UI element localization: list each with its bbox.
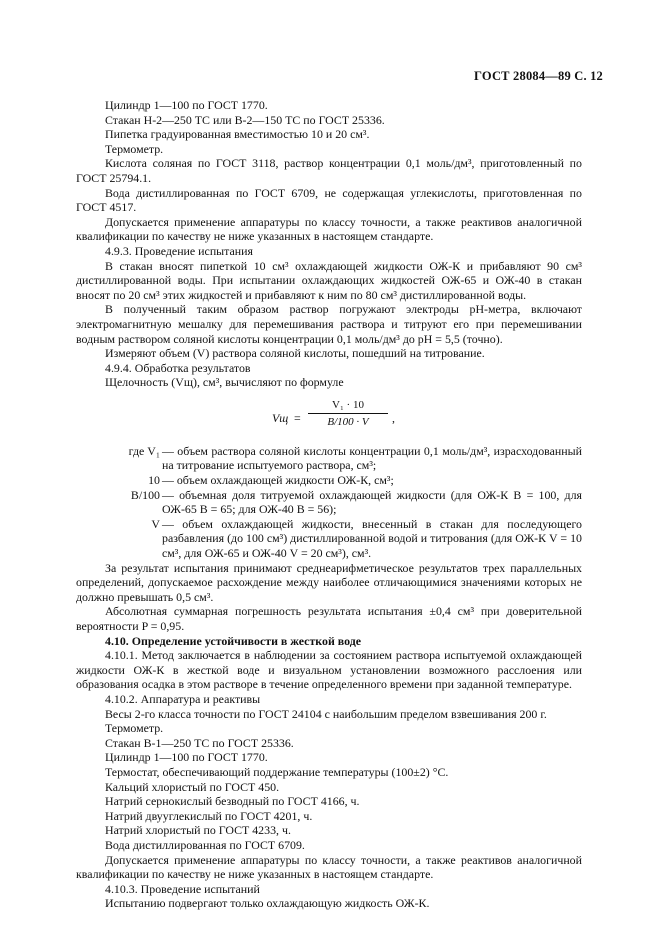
paragraph: Вода дистиллированная по ГОСТ 6709. [105, 837, 305, 852]
paragraphs-b [76, 561, 582, 634]
subsection-title: 4.9.4. Обработка результатов [105, 360, 251, 375]
subsection-title: 4.9.3. Проведение испытания [105, 243, 253, 258]
legend-row [76, 473, 582, 488]
subsection-title: 4.10.2. Аппаратура и реактивы [105, 691, 261, 706]
legend-text: — объемная доля титруемой охлаждающей жидкости (для ОЖ-К B = 100, для ОЖ-65 B = 65; для ОЖ-40 B = 56); [162, 487, 582, 517]
paragraph: Допускается применение аппаратуры по классу точности, а также реактивов аналогичной квалификации по качеству не ниже указанных в настоящем стандарте. [76, 852, 582, 882]
paragraph: Пипетка градуированная вместимостью 10 и 20 см³. [105, 127, 370, 142]
legend-key: B/100 [130, 487, 160, 502]
paragraph: Термометр. [105, 721, 164, 736]
paragraph: Цилиндр 1—100 по ГОСТ 1770. [105, 750, 268, 765]
formula-fraction [308, 398, 388, 430]
paragraph: Допускается применение аппаратуры по классу точности, а также реактивов аналогичной квалификации по качеству не ниже указанных в настоящем стандарте. [76, 214, 582, 244]
paragraph: Цилиндр 1—100 по ГОСТ 1770. [105, 98, 268, 112]
legend-row [76, 517, 582, 561]
section-heading: 4.10. Определение устойчивости в жесткой воде [105, 633, 362, 648]
page-body [76, 98, 582, 911]
paragraph: Натрий хлористый по ГОСТ 4233, ч. [105, 823, 291, 838]
paragraphs-c [76, 648, 582, 911]
paragraph: Щелочность (Vщ), см³, вычисляют по формуле [105, 375, 344, 390]
legend-key: где V₁ [128, 443, 160, 458]
paragraph: За результат испытания принимают среднеарифметическое результатов трех параллельных определений, допускаемое расхождение между наиболее отличающимися значениями которых не должно превышать 0,5 см³. [76, 560, 582, 604]
paragraph: Натрий двууглекислый по ГОСТ 4201, ч. [105, 808, 313, 823]
legend-text: — объем раствора соляной кислоты концентрации 0,1 моль/дм³, израсходованный на титрование испытуемого раствора, см³; [162, 443, 582, 473]
paragraph: Весы 2-го класса точности по ГОСТ 24104 с наибольшим пределом взвешивания 200 г. [105, 706, 547, 721]
paragraph: Измеряют объем (V) раствора соляной кислоты, пошедший на титрование. [105, 346, 485, 361]
legend-key: V [151, 516, 160, 531]
paragraph: Абсолютная суммарная погрешность результата испытания ±0,4 см³ при доверительной вероятности P = 0,95. [76, 604, 582, 633]
legend-key: 10 [148, 473, 160, 488]
legend-text: — объем охлаждающей жидкости, внесенный в стакан для последующего разбавления (до 100 см³) дистиллированной водой и титрования (для ОЖ-К V = 10 см³, для ОЖ-65 и ОЖ-40 V = 20 см³), см³. [162, 516, 582, 561]
paragraphs-a [76, 98, 582, 390]
paragraph: Термостат, обеспечивающий поддержание температуры (100±2) °С. [105, 764, 449, 779]
paragraph: Стакан Н-2—250 ТС или В-2—150 ТС по ГОСТ 25336. [105, 112, 385, 127]
paragraph: Испытанию подвергают только охлаждающую жидкость ОЖ-К. [105, 896, 430, 911]
formula-lhs: Vщ [272, 410, 289, 425]
formula-numerator: V₁ · 10 [308, 398, 388, 415]
paragraph: В полученный таким образом раствор погружают электроды pH-метра, включают электромагнитную мешалку для перемешивания раствора и титруют его при перемешивании водным раствором соляной кислоты концентрации 0,1 моль/дм³ до pH = 5,5 (точно). [76, 302, 582, 346]
page-header: ГОСТ 28084—89 С. 12 [474, 69, 603, 83]
paragraph: Кислота соляная по ГОСТ 3118, раствор концентрации 0,1 моль/дм³, приготовленный по ГОСТ 25794.1. [76, 156, 582, 185]
legend-row [76, 444, 582, 473]
subsection-title: 4.10.3. Проведение испытаний [105, 881, 260, 896]
formula-legend [76, 444, 582, 561]
legend-row [76, 488, 582, 517]
paragraph: Натрий сернокислый безводный по ГОСТ 4166, ч. [105, 794, 360, 809]
paragraph: Кальций хлористый по ГОСТ 450. [105, 779, 280, 794]
formula-denominator: B/100 · V [327, 416, 369, 429]
legend-text: — объем охлаждающей жидкости ОЖ-К, см³; [162, 473, 394, 488]
paragraph: 4.10.1. Метод заключается в наблюдении за состоянием раствора испытуемой охлаждающей жидкости ОЖ-К в жесткой воде и визуальном установлении возможного расслоения или образования осадка в этом растворе в течение определенного времени при заданной температуре. [76, 648, 582, 692]
formula-comma: , [392, 410, 395, 425]
formula-equals: = [294, 410, 301, 425]
paragraph: В стакан вносят пипеткой 10 см³ охлаждающей жидкости ОЖ-К и прибавляют 90 см³ дистиллированной воды. При испытании охлаждающих жидкостей ОЖ-65 и ОЖ-40 в стакан вносят по 20 см³ этих жидкостей и прибавляют к ним по 80 см³ дистиллированной воды. [76, 258, 582, 302]
formula [76, 394, 582, 440]
paragraph: Стакан В-1—250 ТС по ГОСТ 25336. [105, 735, 294, 750]
paragraph: Термометр. [105, 141, 164, 156]
paragraph: Вода дистиллированная по ГОСТ 6709, не содержащая углекислоты, приготовленная по ГОСТ 4517. [76, 185, 582, 215]
